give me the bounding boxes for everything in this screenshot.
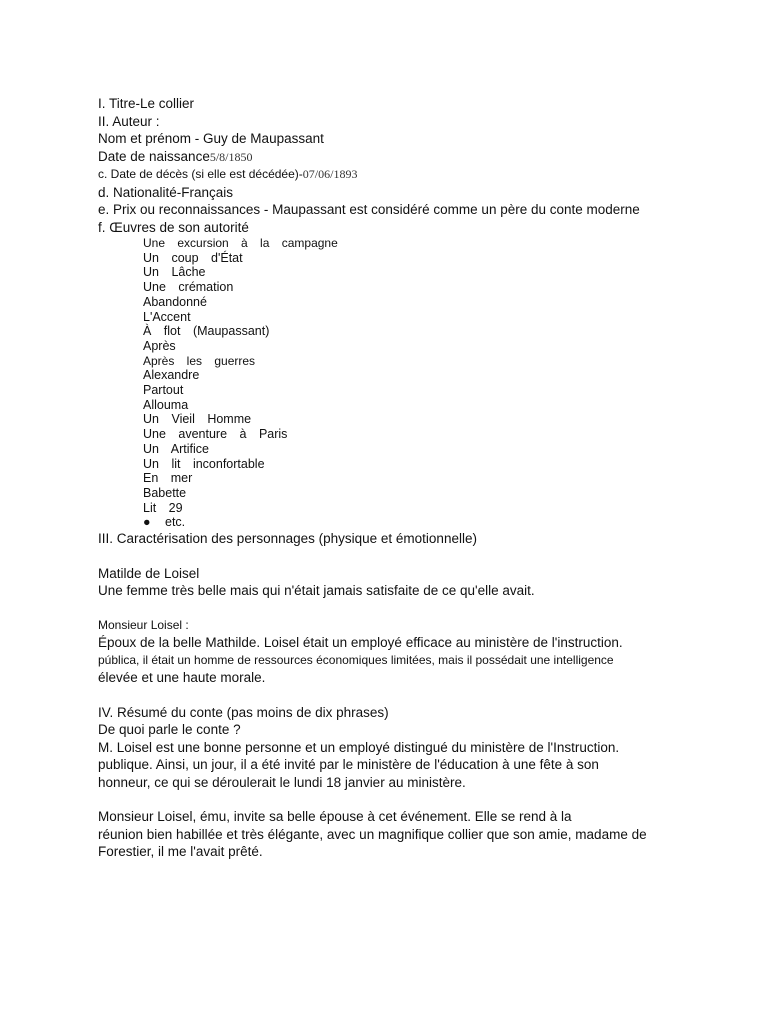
summary-p1-line-1: M. Loisel est une bonne personne et un employé distingué du ministère de l'Instruction.: [98, 739, 620, 755]
summary-p2-line-3: Forestier, il me l'avait prêté.: [98, 844, 263, 860]
works-list: [143, 236, 658, 530]
death-date-value: 07/06/1893: [302, 167, 358, 181]
list-item: Allouma: [143, 397, 189, 412]
document-page: [98, 95, 658, 861]
list-item: Abandonné: [143, 294, 207, 309]
title-line: I. Titre-Le collier: [98, 96, 195, 111]
section4-heading: IV. Résumé du conte (pas moins de dix phrases): [98, 704, 389, 720]
list-item: Une aventure à Paris: [143, 427, 288, 442]
summary-p1-line-3: honneur, ce qui se déroulerait le lundi 18 janvier au ministère.: [98, 774, 466, 790]
list-item: Après: [143, 338, 176, 353]
list-item: Lit 29: [143, 500, 183, 515]
list-item: Babette: [143, 485, 187, 500]
awards-line: e. Prix ou reconnaissances - Maupassant est considéré comme un père du conte moderne: [98, 202, 640, 217]
birth-date-line: [98, 148, 658, 167]
loisel-line-3: élevée et une haute morale.: [98, 670, 266, 686]
list-item: Une excursion à la campagne: [143, 236, 338, 250]
works-heading: f. Œuvres de son autorité: [98, 219, 249, 235]
author-heading: II. Auteur :: [98, 113, 160, 129]
spacer: [98, 791, 658, 808]
spacer: [98, 548, 658, 565]
summary-p2-line-1: Monsieur Loisel, ému, invite sa belle épouse à cet événement. Elle se rend à la: [98, 809, 572, 825]
list-item: L'Accent: [143, 309, 191, 324]
bullet-icon: ●: [143, 515, 151, 530]
birth-date-label: Date de naissance: [98, 148, 210, 164]
author-name-line: Nom et prénom - Guy de Maupassant: [98, 131, 324, 146]
loisel-name: Monsieur Loisel :: [98, 617, 189, 632]
list-item: Un Lâche: [143, 265, 206, 280]
summary-p1-line-2: publique. Ainsi, un jour, il a été invité par le ministère de l'éducation à une fête à son: [98, 757, 599, 773]
list-item: Après les guerres: [143, 353, 256, 368]
list-item: Un lit inconfortable: [143, 456, 265, 471]
list-item-etc: [143, 515, 658, 530]
spacer: [98, 687, 658, 704]
list-item: En mer: [143, 471, 193, 486]
matilde-description: Une femme très belle mais qui n'était jamais satisfaite de ce qu'elle avait.: [98, 583, 535, 599]
list-item: Un coup d'État: [143, 250, 243, 265]
list-item: Partout: [143, 383, 184, 398]
list-item: Une crémation: [143, 280, 234, 295]
list-item: Un Vieil Homme: [143, 412, 252, 427]
section4-question: De quoi parle le conte ?: [98, 722, 241, 738]
list-item: Un Artifice: [143, 441, 209, 456]
birth-date-value: 5/8/1850: [209, 149, 253, 164]
list-item: Alexandre: [143, 368, 200, 383]
etc-text: etc.: [165, 515, 186, 530]
death-date-label: c. Date de décès (si elle est décédée)-: [98, 167, 303, 181]
death-date-line: [98, 166, 658, 184]
matilde-name: Matilde de Loisel: [98, 565, 200, 581]
section3-heading: III. Caractérisation des personnages (physique et émotionnelle): [98, 531, 477, 547]
nationality-line: d. Nationalité-Français: [98, 184, 234, 200]
summary-p2-line-2: réunion bien habillée et très élégante, avec un magnifique collier que son amie, madame de: [98, 826, 647, 842]
loisel-line-2: pública, il était un homme de ressources économiques limitées, mais il possédait une intelligence: [98, 652, 614, 667]
spacer: [98, 600, 658, 617]
list-item: À flot (Maupassant): [143, 324, 270, 339]
loisel-line-1: Époux de la belle Mathilde. Loisel était un employé efficace au ministère de l'instruction.: [98, 635, 623, 651]
